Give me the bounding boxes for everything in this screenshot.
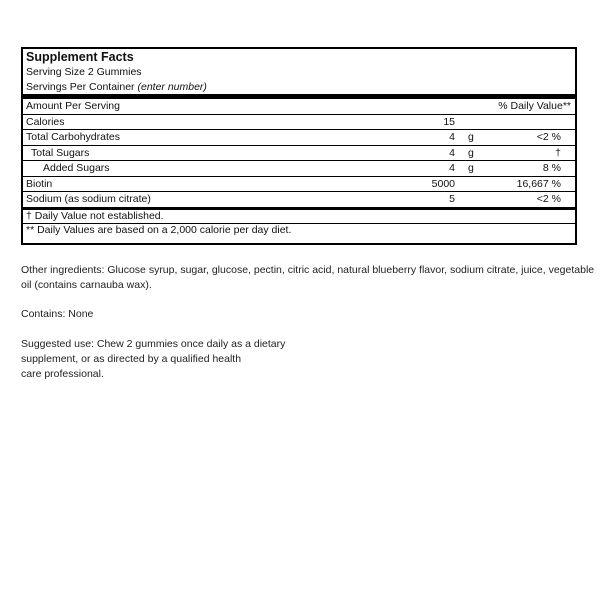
nutrient-daily-value: 8 % bbox=[542, 162, 561, 174]
nutrient-row bbox=[23, 192, 575, 207]
facts-title: Supplement Facts bbox=[26, 50, 134, 64]
nutrient-amount: 4 bbox=[449, 162, 455, 174]
nutrient-name: Biotin bbox=[26, 177, 53, 190]
nutrient-daily-value: † bbox=[555, 146, 561, 159]
nutrient-name: Sodium (as sodium citrate) bbox=[26, 193, 151, 205]
nutrient-daily-value: <2 % bbox=[536, 193, 561, 205]
suggested-use bbox=[21, 337, 351, 382]
nutrient-name: Total Sugars bbox=[31, 146, 90, 159]
nutrient-row bbox=[23, 115, 575, 131]
nutrient-amount: 15 bbox=[443, 115, 455, 128]
nutrient-unit: g bbox=[468, 146, 474, 159]
nutrient-name: Added Sugars bbox=[43, 162, 110, 174]
nutrient-daily-value: <2 % bbox=[536, 131, 561, 143]
servings-per-container-value: (enter number) bbox=[137, 80, 207, 93]
nutrient-row bbox=[23, 177, 575, 193]
contains-statement: Contains: None bbox=[21, 308, 94, 320]
nutrient-row bbox=[23, 130, 575, 146]
nutrient-daily-value: 16,667 % bbox=[516, 177, 561, 190]
nutrient-row bbox=[23, 146, 575, 162]
daily-value-header: % Daily Value** bbox=[498, 100, 571, 112]
nutrient-row bbox=[23, 161, 575, 177]
nutrient-name: Total Carbohydrates bbox=[26, 131, 120, 143]
footnote-daily-values: ** Daily Values are based on a 2,000 calorie per day diet. bbox=[26, 224, 292, 236]
amount-per-serving-header: Amount Per Serving bbox=[26, 100, 120, 112]
serving-size: Serving Size 2 Gummies bbox=[26, 66, 142, 78]
nutrient-amount: 4 bbox=[449, 131, 455, 143]
nutrient-name: Calories bbox=[26, 115, 65, 128]
nutrient-amount: 4 bbox=[449, 146, 455, 159]
suggested-use-line: supplement, or as directed by a qualified health bbox=[21, 353, 242, 365]
other-ingredients: Other ingredients: Glucose syrup, sugar, glucose, pectin, citric acid, natural blueberry flavor, sodium citrate, juice, vegetable oil (contains carnauba wax). bbox=[21, 264, 595, 291]
servings-per-container-label: Servings Per Container bbox=[26, 80, 135, 93]
nutrient-amount: 5000 bbox=[431, 177, 455, 190]
footnote-not-established: † Daily Value not established. bbox=[23, 210, 575, 225]
nutrient-unit: g bbox=[468, 131, 474, 143]
header-row bbox=[23, 99, 575, 115]
nutrient-unit: g bbox=[468, 162, 474, 174]
suggested-use-line: Suggested use: Chew 2 gummies once daily as a dietary bbox=[21, 338, 286, 350]
suggested-use-line: care professional. bbox=[21, 368, 104, 380]
nutrient-amount: 5 bbox=[449, 193, 455, 205]
supplement-facts-panel bbox=[21, 47, 577, 245]
servings-per-container bbox=[23, 80, 575, 95]
